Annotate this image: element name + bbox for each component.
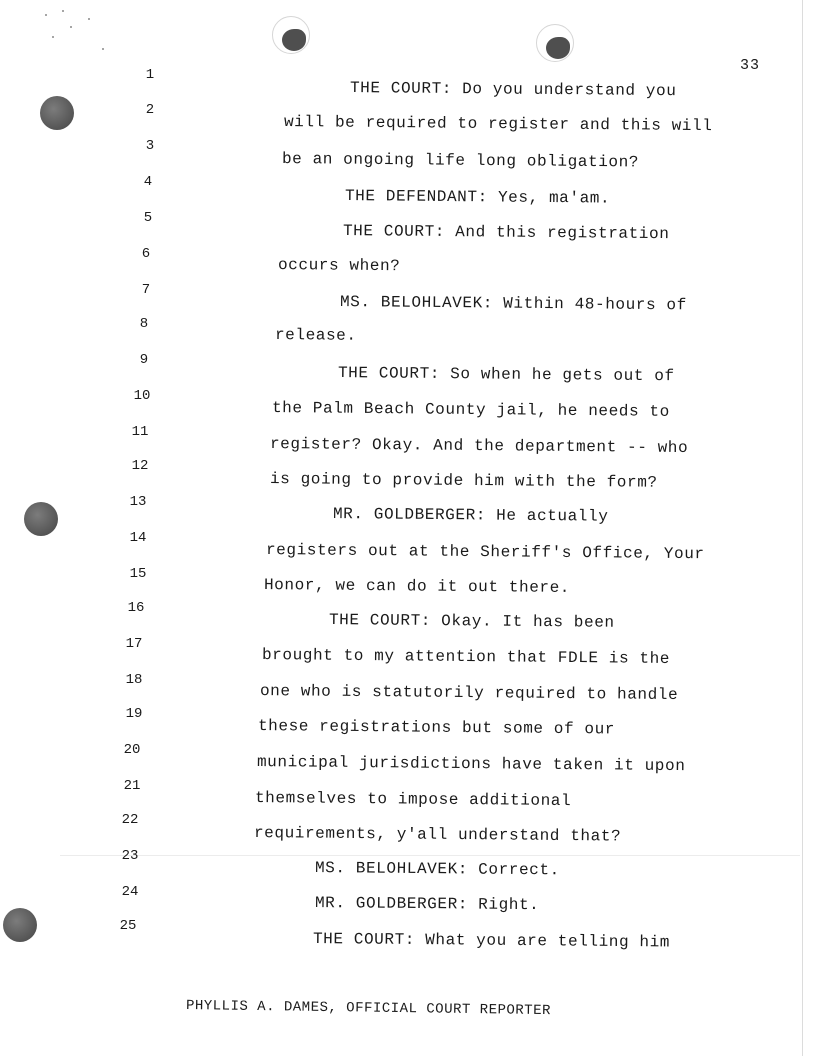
line-number: 15 [129,566,147,582]
transcript-line: occurs when? [277,256,401,276]
transcript-line: requirements, y'all understand that? [253,824,622,846]
transcript-line: registers out at the Sheriff's Office, Your [265,541,705,564]
transcript-line: these registrations but some of our [257,717,616,739]
page-number: 33 [740,57,761,74]
line-number: 24 [121,884,139,900]
line-number: 23 [121,848,139,864]
line-number: 1 [145,67,155,83]
line-number: 18 [125,672,143,688]
line-number: 8 [139,316,149,332]
transcript-line: one who is statutorily required to handle [259,682,679,705]
line-number: 4 [143,174,153,190]
punch-hole [24,502,58,536]
transcript-line: municipal jurisdictions have taken it upon [256,753,686,776]
punch-hole [3,908,37,942]
scan-specks [40,8,120,58]
line-number: 21 [123,778,141,794]
binder-ring-mark [536,24,574,62]
transcript-line: MS. BELOHLAVEK: Correct. [314,859,560,880]
transcript-line: THE COURT: So when he gets out of [337,364,675,386]
line-number: 14 [129,530,147,546]
transcript-line: will be required to register and this will [283,113,713,136]
punch-hole [40,96,74,130]
page-edge [802,0,803,1056]
court-reporter-footer: PHYLLIS A. DAMES, OFFICIAL COURT REPORTER [185,998,552,1020]
transcript-line: register? Okay. And the department -- who [269,435,689,458]
line-number: 6 [141,246,151,262]
line-number: 10 [133,388,151,404]
line-number: 17 [125,636,143,652]
line-number: 2 [145,102,155,118]
line-number: 5 [143,210,153,226]
transcript-line: themselves to impose additional [254,789,572,811]
transcript-line: THE COURT: Do you understand you [349,79,677,101]
binder-ring-mark [272,16,310,54]
line-number: 20 [123,742,141,758]
transcript-line: release. [274,326,357,345]
line-number: 13 [129,494,147,510]
transcript-line: MR. GOLDBERGER: He actually [332,505,609,526]
line-number: 16 [127,600,145,616]
transcript-line: Honor, we can do it out there. [263,576,571,597]
transcript-line: is going to provide him with the form? [269,470,658,492]
line-number: 3 [145,138,155,154]
transcript-line: THE COURT: What you are telling him [312,930,671,952]
transcript-line: MS. BELOHLAVEK: Within 48-hours of [339,293,687,315]
line-number: 19 [125,706,143,722]
transcript-line: THE COURT: Okay. It has been [328,611,615,632]
transcript-line: THE DEFENDANT: Yes, ma'am. [344,187,611,208]
line-number: 7 [141,282,151,298]
line-number: 25 [119,918,137,934]
line-number: 9 [139,352,149,368]
transcript-line: brought to my attention that FDLE is the [261,646,671,668]
line-number: 22 [121,812,139,828]
transcript-line: be an ongoing life long obligation? [281,150,640,172]
transcript-line: THE COURT: And this registration [342,222,670,244]
transcript-line: the Palm Beach County jail, he needs to [271,399,670,421]
transcript-line: MR. GOLDBERGER: Right. [314,894,540,915]
scan-crease [60,855,800,856]
line-number: 12 [131,458,149,474]
line-number: 11 [131,424,149,440]
